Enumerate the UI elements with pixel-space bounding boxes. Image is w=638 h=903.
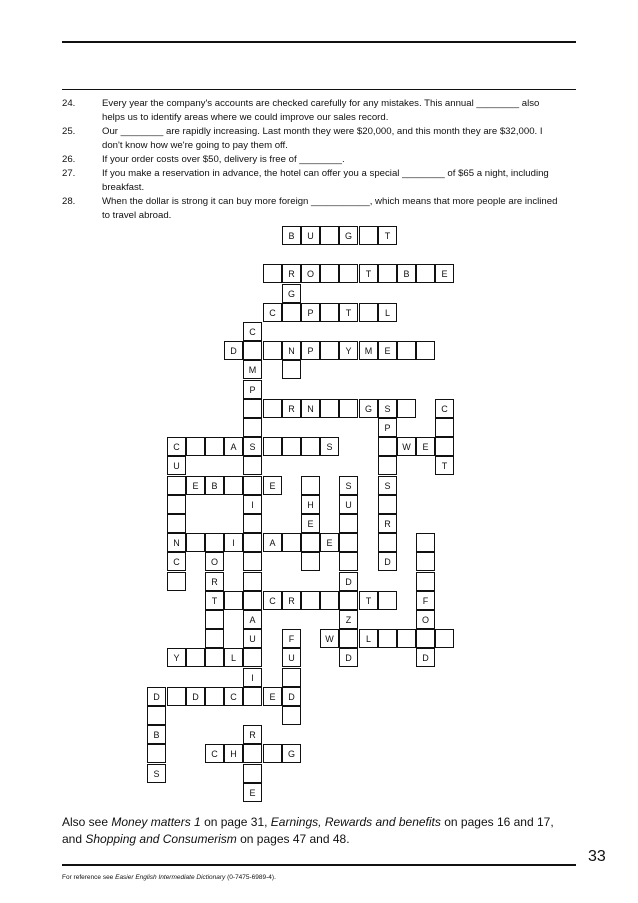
crossword-cell[interactable]: T	[435, 456, 454, 475]
crossword-cell[interactable]	[167, 514, 186, 533]
crossword-cell[interactable]	[167, 687, 186, 706]
crossword-cell[interactable]	[339, 629, 358, 648]
crossword-cell[interactable]: A	[263, 533, 282, 552]
crossword-cell[interactable]: P	[301, 303, 320, 322]
crossword-cell[interactable]: R	[243, 725, 262, 744]
crossword-cell[interactable]: C	[167, 437, 186, 456]
crossword-cell[interactable]	[205, 648, 224, 667]
crossword-cell[interactable]: S	[339, 476, 358, 495]
crossword-cell[interactable]	[205, 437, 224, 456]
crossword-cell[interactable]	[243, 572, 262, 591]
crossword-cell[interactable]: E	[320, 533, 339, 552]
clue-number: 28.	[62, 196, 76, 207]
crossword-cell[interactable]: S	[378, 476, 397, 495]
crossword-cell[interactable]: U	[167, 456, 186, 475]
clue-number: 25.	[62, 126, 76, 137]
shopping-link: Shopping and Consumerism	[85, 832, 237, 846]
crossword-cell[interactable]: T	[359, 591, 378, 610]
crossword-cell[interactable]: W	[397, 437, 416, 456]
crossword-cell[interactable]	[339, 399, 358, 418]
crossword-cell[interactable]	[320, 264, 339, 283]
crossword-cell[interactable]	[378, 591, 397, 610]
crossword-cell[interactable]	[378, 533, 397, 552]
crossword-cell[interactable]	[435, 629, 454, 648]
crossword-cell[interactable]	[397, 341, 416, 360]
crossword-cell[interactable]	[243, 648, 262, 667]
crossword-cell[interactable]	[243, 764, 262, 783]
crossword-cell[interactable]	[243, 456, 262, 475]
crossword-cell[interactable]: B	[282, 226, 301, 245]
crossword-cell[interactable]: C	[263, 303, 282, 322]
earnings-link: Earnings, Rewards and benefits	[270, 815, 441, 829]
crossword-cell[interactable]: P	[378, 418, 397, 437]
crossword-cell[interactable]	[263, 264, 282, 283]
crossword-cell[interactable]	[378, 264, 397, 283]
crossword-cell[interactable]: D	[378, 552, 397, 571]
crossword-cell[interactable]: N	[167, 533, 186, 552]
clue-text: Every year the company's accounts are checked carefully for any mistakes. This annual ________ also helps us to identify areas where we could improve our sales record.	[102, 98, 540, 123]
crossword-cell[interactable]: L	[224, 648, 243, 667]
crossword-cell[interactable]: E	[243, 783, 262, 802]
crossword-cell[interactable]: F	[282, 629, 301, 648]
crossword-cell[interactable]	[378, 456, 397, 475]
clue-text: When the dollar is strong it can buy more foreign ___________, which means that more people are inclined to travel abroad.	[102, 196, 558, 221]
crossword-cell[interactable]	[263, 399, 282, 418]
crossword-cell[interactable]: D	[416, 648, 435, 667]
crossword-cell[interactable]: A	[224, 437, 243, 456]
crossword-cell[interactable]	[320, 591, 339, 610]
crossword-cell[interactable]: N	[282, 341, 301, 360]
crossword-cell[interactable]: N	[301, 399, 320, 418]
clue-text: If you make a reservation in advance, the hotel can offer you a special ________ of $65 a night, including breakfast.	[102, 168, 549, 193]
crossword-cell[interactable]	[359, 226, 378, 245]
clue-list	[62, 97, 562, 223]
crossword-cell[interactable]: E	[435, 264, 454, 283]
crossword-cell[interactable]	[243, 591, 262, 610]
crossword-cell[interactable]	[243, 399, 262, 418]
crossword-cell[interactable]: E	[416, 437, 435, 456]
crossword-cell[interactable]: R	[205, 572, 224, 591]
crossword-cell[interactable]	[320, 303, 339, 322]
clue-number: 27.	[62, 168, 76, 179]
crossword-cell[interactable]: B	[205, 476, 224, 495]
crossword-cell[interactable]	[339, 591, 358, 610]
crossword-cell[interactable]	[320, 226, 339, 245]
crossword-cell[interactable]	[378, 437, 397, 456]
dictionary-title: Easier English Intermediate Dictionary	[115, 874, 226, 881]
crossword-cell[interactable]	[416, 341, 435, 360]
crossword-cell[interactable]: O	[205, 552, 224, 571]
crossword-cell[interactable]: C	[263, 591, 282, 610]
crossword-cell[interactable]: C	[435, 399, 454, 418]
crossword-cell[interactable]	[147, 706, 166, 725]
crossword-cell[interactable]: H	[224, 744, 243, 763]
crossword-cell[interactable]	[282, 533, 301, 552]
crossword-cell[interactable]	[243, 552, 262, 571]
crossword-cell[interactable]: T	[339, 303, 358, 322]
clue-28	[62, 195, 562, 223]
crossword-cell[interactable]: C	[167, 552, 186, 571]
crossword-cell[interactable]	[320, 341, 339, 360]
clues-rule	[62, 89, 576, 90]
crossword-cell[interactable]	[301, 533, 320, 552]
crossword-cell[interactable]: G	[282, 284, 301, 303]
crossword-cell[interactable]	[416, 572, 435, 591]
crossword-cell[interactable]: L	[378, 303, 397, 322]
crossword-cell[interactable]	[301, 476, 320, 495]
crossword-cell[interactable]: O	[301, 264, 320, 283]
crossword-cell[interactable]	[186, 648, 205, 667]
crossword-cell[interactable]: E	[301, 514, 320, 533]
crossword-cell[interactable]: U	[282, 648, 301, 667]
crossword-cell[interactable]	[282, 668, 301, 687]
crossword-cell[interactable]: C	[205, 744, 224, 763]
crossword-cell[interactable]: G	[282, 744, 301, 763]
crossword-cell[interactable]: M	[359, 341, 378, 360]
crossword-cell[interactable]	[205, 629, 224, 648]
crossword-cell[interactable]: S	[147, 764, 166, 783]
also-text: on pages 16 and 17, and	[62, 815, 554, 846]
crossword-cell[interactable]: Y	[339, 341, 358, 360]
crossword-cell[interactable]: P	[243, 380, 262, 399]
crossword-cell[interactable]: T	[205, 591, 224, 610]
crossword-cell[interactable]: E	[263, 687, 282, 706]
crossword-cell[interactable]: R	[282, 264, 301, 283]
crossword-cell[interactable]	[186, 437, 205, 456]
reference-text: For reference see	[62, 874, 116, 881]
crossword-cell[interactable]: E	[378, 341, 397, 360]
page-number: 33	[588, 848, 606, 865]
crossword-cell[interactable]	[378, 495, 397, 514]
crossword-cell[interactable]: A	[243, 610, 262, 629]
crossword-cell[interactable]	[186, 533, 205, 552]
crossword-cell[interactable]: W	[320, 629, 339, 648]
crossword-cell[interactable]	[282, 437, 301, 456]
crossword-cell[interactable]	[416, 629, 435, 648]
crossword-cell[interactable]: U	[301, 226, 320, 245]
footer-rule	[62, 864, 576, 866]
crossword-cell[interactable]	[263, 437, 282, 456]
crossword-cell[interactable]: O	[416, 610, 435, 629]
clue-25	[62, 125, 562, 153]
crossword-cell[interactable]	[301, 552, 320, 571]
crossword-cell[interactable]: Y	[167, 648, 186, 667]
crossword-cell[interactable]	[320, 399, 339, 418]
crossword-cell[interactable]	[167, 572, 186, 591]
crossword-cell[interactable]: B	[397, 264, 416, 283]
crossword-cell[interactable]	[205, 610, 224, 629]
crossword-cell[interactable]: D	[147, 687, 166, 706]
clue-text: If your order costs over $50, delivery is free of ________.	[102, 154, 345, 165]
crossword-cell[interactable]: T	[378, 226, 397, 245]
crossword-cell[interactable]	[435, 437, 454, 456]
crossword-cell[interactable]	[339, 533, 358, 552]
crossword-cell[interactable]	[243, 418, 262, 437]
crossword-cell[interactable]: G	[359, 399, 378, 418]
crossword-cell[interactable]	[282, 360, 301, 379]
crossword-cell[interactable]: R	[282, 591, 301, 610]
crossword-cell[interactable]: E	[263, 476, 282, 495]
crossword-cell[interactable]	[301, 437, 320, 456]
crossword-cell[interactable]: Z	[339, 610, 358, 629]
crossword-cell[interactable]: T	[359, 264, 378, 283]
clue-text: Our ________ are rapidly increasing. Last month they were $20,000, and this month they are $32,000. I don't know how we're going to pay them off.	[102, 126, 543, 151]
crossword-cell[interactable]: C	[224, 687, 243, 706]
crossword-cell[interactable]	[243, 514, 262, 533]
crossword-cell[interactable]	[416, 552, 435, 571]
crossword-cell[interactable]: H	[301, 495, 320, 514]
crossword-cell[interactable]	[224, 591, 243, 610]
crossword-cell[interactable]	[301, 591, 320, 610]
clue-26	[62, 153, 562, 167]
crossword-cell[interactable]: L	[359, 629, 378, 648]
crossword-cell[interactable]	[416, 264, 435, 283]
crossword-cell[interactable]: D	[186, 687, 205, 706]
crossword-cell[interactable]	[282, 706, 301, 725]
clue-number: 26.	[62, 154, 76, 165]
crossword-cell[interactable]: B	[147, 725, 166, 744]
money-matters-link: Money matters 1	[111, 815, 201, 829]
clue-number: 24.	[62, 98, 76, 109]
crossword-cell[interactable]	[263, 341, 282, 360]
crossword-cell[interactable]: D	[224, 341, 243, 360]
crossword-cell[interactable]	[243, 687, 262, 706]
crossword-cell[interactable]: M	[243, 360, 262, 379]
crossword-cell[interactable]: E	[186, 476, 205, 495]
crossword-cell[interactable]	[243, 533, 262, 552]
reference-note	[62, 874, 276, 881]
crossword-cell[interactable]: D	[339, 572, 358, 591]
crossword-cell[interactable]	[205, 533, 224, 552]
crossword-cell[interactable]: I	[243, 668, 262, 687]
crossword-cell[interactable]: P	[301, 341, 320, 360]
top-rule	[62, 41, 576, 43]
crossword-cell[interactable]	[339, 514, 358, 533]
crossword-cell[interactable]: G	[339, 226, 358, 245]
crossword-cell[interactable]	[397, 629, 416, 648]
crossword-cell[interactable]	[243, 744, 262, 763]
also-text: Also see	[62, 815, 112, 829]
crossword-cell[interactable]: S	[243, 437, 262, 456]
crossword-cell[interactable]	[224, 476, 243, 495]
crossword-cell[interactable]: U	[243, 629, 262, 648]
crossword-cell[interactable]	[167, 476, 186, 495]
crossword-cell[interactable]	[243, 476, 262, 495]
clue-24	[62, 97, 562, 125]
crossword-cell[interactable]: D	[282, 687, 301, 706]
crossword-cell[interactable]	[435, 418, 454, 437]
crossword-cell[interactable]	[359, 303, 378, 322]
crossword-cell[interactable]	[416, 533, 435, 552]
crossword-cell[interactable]	[339, 552, 358, 571]
crossword-cell[interactable]: I	[224, 533, 243, 552]
crossword-cell[interactable]: R	[378, 514, 397, 533]
crossword-cell[interactable]	[205, 687, 224, 706]
crossword-cell[interactable]	[147, 744, 166, 763]
crossword-cell[interactable]	[397, 399, 416, 418]
crossword-cell[interactable]: S	[378, 399, 397, 418]
reference-text: (0-7475-6989-4).	[225, 874, 276, 881]
crossword-cell[interactable]: I	[243, 495, 262, 514]
crossword-cell[interactable]: F	[416, 591, 435, 610]
crossword-cell[interactable]: R	[282, 399, 301, 418]
also-see-note	[62, 814, 562, 848]
crossword-cell[interactable]	[339, 264, 358, 283]
crossword-cell[interactable]: C	[243, 322, 262, 341]
also-text: on page 31,	[200, 815, 271, 829]
crossword-cell[interactable]: S	[320, 437, 339, 456]
crossword-cell[interactable]	[378, 629, 397, 648]
crossword-cell[interactable]	[263, 744, 282, 763]
clue-27	[62, 167, 562, 195]
crossword-cell[interactable]: U	[339, 495, 358, 514]
also-text: on pages 47 and 48.	[236, 832, 350, 846]
crossword-cell[interactable]	[167, 495, 186, 514]
crossword-cell[interactable]	[243, 341, 262, 360]
crossword-cell[interactable]: D	[339, 648, 358, 667]
crossword-cell[interactable]	[282, 303, 301, 322]
